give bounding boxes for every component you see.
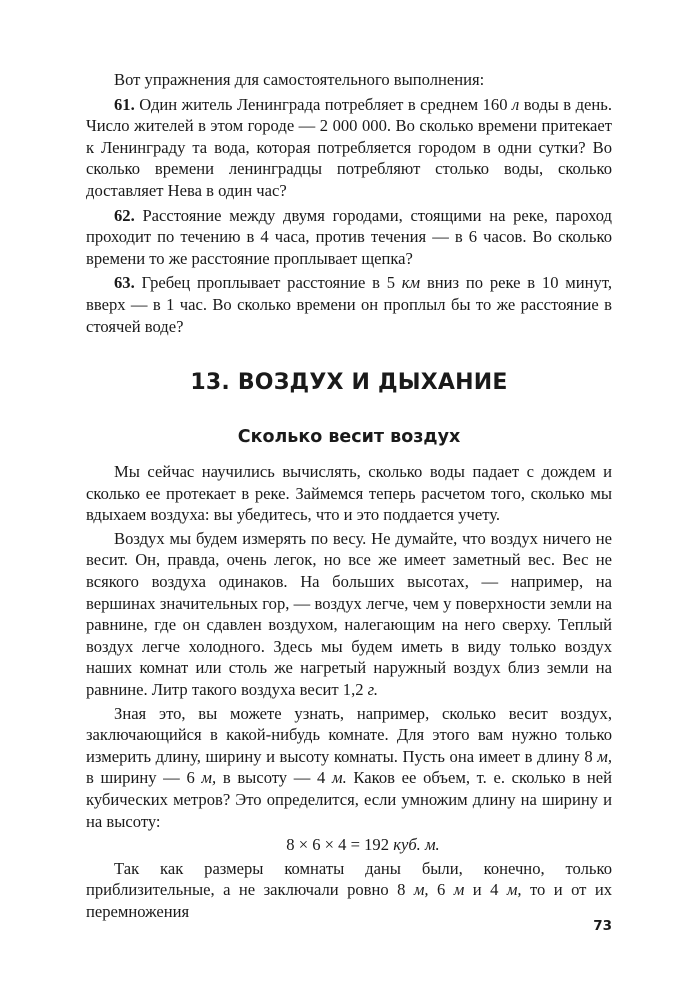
exercise-63 <box>86 272 612 337</box>
unit-label: м <box>453 880 465 900</box>
section-title: Сколько весит воздух <box>237 427 461 447</box>
unit-label: м, <box>506 880 522 900</box>
paragraph-text: в высоту — 4 <box>216 768 333 788</box>
paragraph-text: Так как размеры комнаты даны были, конечно, только приблизительные, а не заключали ровно 8 <box>86 858 612 900</box>
unit-label: г. <box>367 679 379 699</box>
exercises-section <box>86 69 612 337</box>
paragraph-text: то и от их перемножения <box>86 880 613 921</box>
unit-label: м, <box>413 880 429 900</box>
paragraph-text: в ширину — 6 <box>86 768 202 788</box>
paragraph-1: Мы сейчас научились вычислять, сколько воды падает с дождем и сколько ее протекает в реке. Займемся теперь расчетом того, сколько мы вдыхаем воздуха: вы убедитесь, что и это поддается учету. <box>86 462 612 525</box>
exercises-intro: Вот упражнения для самостоятельного выполнения: <box>114 70 485 89</box>
exercise-text: Один житель Ленинграда потребляет в среднем 160 <box>134 94 512 114</box>
unit-label: км <box>401 273 421 293</box>
exercise-62 <box>86 205 612 270</box>
exercise-61 <box>86 94 612 202</box>
unit-label: м, <box>597 746 612 766</box>
exercise-number: 63. <box>114 273 135 293</box>
page-number: 73 <box>593 918 612 934</box>
unit-label: м, <box>201 768 217 788</box>
unit-label: куб. м. <box>393 835 440 855</box>
formula-expression: 8 × 6 × 4 = 192 <box>286 835 394 855</box>
paragraph-text: Зная это, вы можете узнать, например, сколько весит воздух, заключающийся в какой-нибудь комнате. Для этого вам нужно только измерить длину, ширину и высоту комнаты. Пусть она имеет в длину 8 <box>86 703 612 766</box>
paragraph-text: Воздух мы будем измерять по весу. Не думайте, что воздух ничего не весит. Он, правда, очень легок, но все же имеет заметный вес. Вес не всякого воздуха одинаков. На больших высотах, — например, на вершинах значительных гор, — воздух легче, чем у поверхности земли на равнине, где он сдавлен воздухом, налегающим на него сверху. Теплый воздух легче холодного. Здесь мы будем иметь в виду только воздух наших комнат или столь же нагретый наружный воздух близ земли на равнине. Литр такого воздуха весит 1,2 <box>86 528 612 699</box>
exercise-text: Гребец проплывает расстояние в 5 <box>134 273 402 293</box>
formula <box>86 834 612 856</box>
exercise-text: Расстояние между двумя городами, стоящими на реке, пароход проходит по течению в 4 часа, против течения — в 6 часов. Во сколько времени то же расстояние проплывает щепка? <box>86 205 612 268</box>
unit-label: л <box>511 94 520 114</box>
paragraph-text: 6 <box>428 880 454 900</box>
exercise-text: воды в день. Число жителей в этом городе — 2 000 000. Во сколько времени притекает к Ленинграду та вода, которая потребляется городом в одни сутки? Во сколько времени ленинградцы потребляют столько воды, сколько доставляет Нева в один час? <box>86 94 612 200</box>
paragraph-text: и 4 <box>464 880 507 900</box>
paragraph-2 <box>86 528 612 701</box>
exercise-text: вниз по реке в 10 минут, вверх — в 1 час. Во сколько времени он проплыл бы то же расстояние в стоячей воде? <box>86 273 612 336</box>
paragraph-4 <box>86 858 612 923</box>
chapter-title: 13. ВОЗДУХ И ДЫХАНИЕ <box>190 370 508 395</box>
paragraph-3 <box>86 703 612 833</box>
body-text <box>86 461 612 922</box>
exercise-number: 61. <box>114 94 135 114</box>
paragraph-text: Каков ее объем, т. е. сколько в ней кубических метров? Это определится, если умножим длину на ширину и на высоту: <box>86 768 612 831</box>
unit-label: м. <box>332 768 347 788</box>
exercise-number: 62. <box>114 205 135 225</box>
